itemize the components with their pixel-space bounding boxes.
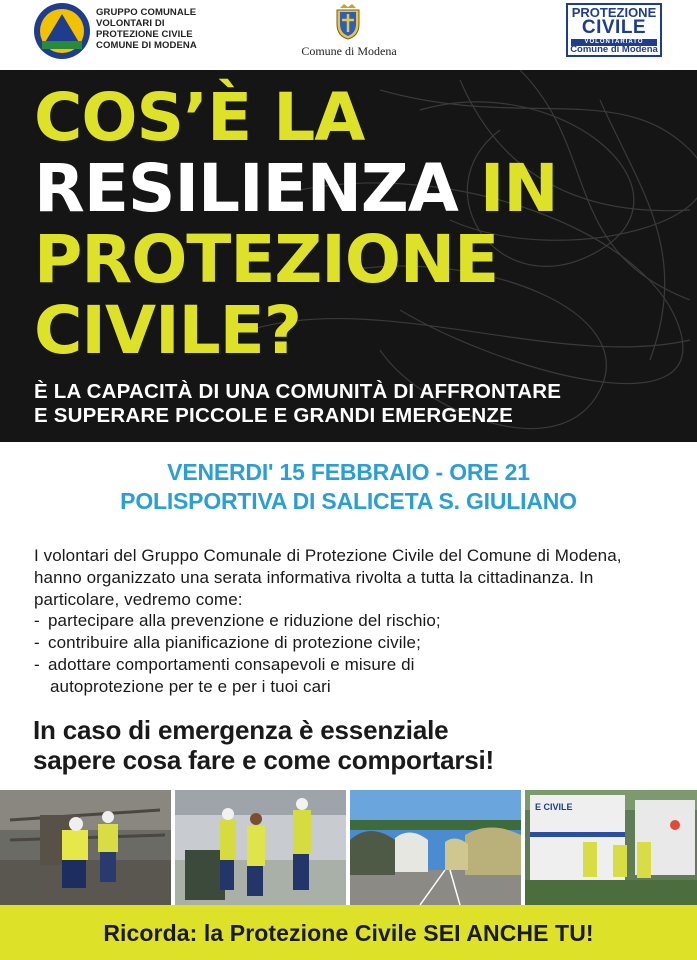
intro-paragraph: I volontari del Gruppo Comunale di Protezione Civile del Comune di Modena, hanno organizzato una serata informativa rivolta a tutta la cittadinanza. In particolare, vedremo come: xyxy=(34,546,622,609)
header xyxy=(0,0,697,70)
title-line: PROTEZIONE xyxy=(34,221,499,298)
emphasis-line: In caso di emergenza è essenziale xyxy=(33,715,449,745)
pc-logo-line: Comune di Modena xyxy=(570,44,658,55)
list-item-text: adottare comportamenti consapevoli e misure di xyxy=(48,654,415,674)
event-date-time: VENERDI' 15 FEBBRAIO - ORE 21 xyxy=(167,459,530,485)
footer-text xyxy=(0,919,697,947)
photo-volunteers-rescue xyxy=(175,790,346,905)
emphasis-text xyxy=(33,715,683,775)
city-crest-icon xyxy=(334,4,362,40)
group-name xyxy=(96,7,197,51)
bullet-dash: - xyxy=(34,633,40,653)
bullet-dash: - xyxy=(34,654,40,674)
bullet-dash: - xyxy=(34,611,40,631)
body-text xyxy=(34,545,674,698)
title-block xyxy=(0,70,697,442)
event-venue: POLISPORTIVA DI SALICETA S. GIULIANO xyxy=(120,488,577,514)
subtitle-line: È LA CAPACITÀ DI UNA COMUNITÀ DI AFFRONTARE xyxy=(34,380,562,403)
photo-volunteers-working xyxy=(0,790,171,905)
footer-text-caps: SEI ANCHE TU! xyxy=(423,920,594,946)
comune-name: Comune di Modena xyxy=(301,44,397,58)
photo-strip xyxy=(0,790,697,905)
title-highlight: RESILIENZA xyxy=(34,150,458,227)
main-title xyxy=(34,79,694,369)
footer-banner xyxy=(0,905,697,960)
bullet-list xyxy=(34,610,674,697)
group-name-line: VOLONTARI DI xyxy=(96,18,165,29)
group-name-line: COMUNE DI MODENA xyxy=(96,40,197,51)
photo-civil-protection-truck xyxy=(525,790,697,905)
title-line: CIVILE? xyxy=(34,292,302,369)
pc-logo-band: VOLONTARIATO xyxy=(571,39,657,46)
pc-logo-line: CIVILE xyxy=(581,17,647,38)
volunteer-group-logo xyxy=(34,3,90,59)
event-details xyxy=(0,458,697,516)
subtitle xyxy=(34,380,694,428)
title-line: COS’È LA xyxy=(34,79,365,156)
emphasis-line: sapere cosa fare e come comportarsi! xyxy=(33,745,495,775)
group-name-line: PROTEZIONE CIVILE xyxy=(96,29,193,40)
truck-label: E CIVILE xyxy=(535,802,573,812)
group-name-line: GRUPPO COMUNALE xyxy=(96,7,197,18)
list-item-text: partecipare alla prevenzione e riduzione del rischio; xyxy=(48,611,441,631)
list-item-text: contribuire alla pianificazione di protezione civile; xyxy=(48,633,421,653)
photo-tent-camp xyxy=(350,790,521,905)
title-line xyxy=(34,150,694,227)
footer-text-plain: Ricorda: la Protezione Civile xyxy=(103,920,424,946)
pc-logo-line: PROTEZIONE xyxy=(571,5,657,20)
list-item xyxy=(34,632,674,654)
list-item xyxy=(34,654,674,676)
subtitle-line: E SUPERARE PICCOLE E GRANDI EMERGENZE xyxy=(34,404,513,427)
title-text: IN xyxy=(457,150,558,227)
protezione-civile-logo xyxy=(566,3,662,57)
list-item xyxy=(34,610,674,632)
list-item-continuation: autoprotezione per te e per i tuoi cari xyxy=(50,676,331,696)
